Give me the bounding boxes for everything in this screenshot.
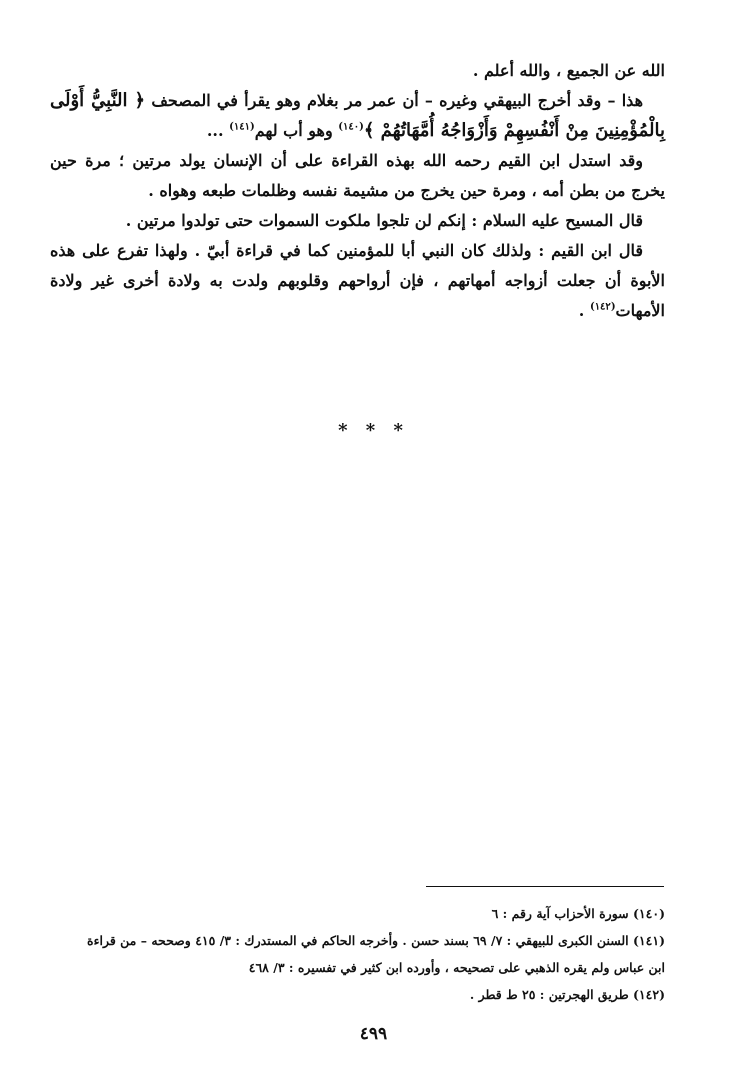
footnote-ref-142: (١٤٢) — [589, 301, 616, 313]
footnote-141-line-1: (١٤١) السنن الكبرى للبيهقي : ٧/ ٦٩ بسند حسن . وأخرجه الحاكم في المستدرك : ٣/ ٤١٥ وصححه – من قراءة — [87, 933, 665, 948]
quran-verse: ﴿ النَّبِيُّ أَوْلَى بِالْمُؤْمِنِينَ مِنْ أَنْفُسِهِمْ وَأَزْوَاجُهُ أُمَّهَاتُهُمْ ﴾ — [50, 90, 665, 141]
section-separator: * * * — [338, 420, 409, 441]
paragraph-4 — [50, 236, 665, 326]
footnote-rule — [426, 886, 664, 887]
paragraph-4-text: قال ابن القيم : ولذلك كان النبي أبا للمؤمنين كما في قراءة أبيّ . ولهذا تفرع على هذه الأبوة أن جعلت أزواجه أمهاتهم ، فإن أرواحهم وقلوبهم ولدت به ولادة أخرى غير ولادة الأمهات — [50, 241, 665, 320]
paragraph-1-continuation: وهو أب لهم — [254, 121, 333, 140]
paragraph-1-intro: هذا – وقد أخرج البيهقي وغيره – أن عمر مر بغلام وهو يقرأ في المصحف — [151, 91, 644, 110]
ellipsis: ... — [206, 121, 224, 140]
paragraph-1 — [50, 86, 665, 146]
page-number: ٤٩٩ — [359, 1024, 388, 1044]
footnote-140: (١٤٠) سورة الأحزاب آية رقم : ٦ — [491, 906, 665, 921]
paragraph-3: قال المسيح عليه السلام : إنكم لن تلجوا ملكوت السموات حتى تولدوا مرتين . — [125, 211, 643, 230]
text-line-1: الله عن الجميع ، والله أعلم . — [472, 61, 665, 80]
paragraph-4-end: . — [578, 301, 585, 320]
footnote-ref-141: (١٤١) — [229, 121, 255, 133]
footnote-142: (١٤٢) طريق الهجرتين : ٢٥ ط قطر . — [469, 987, 665, 1002]
footnote-141-line-2: ابن عباس ولم يقره الذهبي على تصحيحه ، وأورده ابن كثير في تفسيره : ٣/ ٤٦٨ — [248, 960, 665, 975]
main-text — [50, 56, 665, 326]
footnotes — [45, 900, 665, 1008]
paragraph-2: وقد استدل ابن القيم رحمه الله بهذه القراءة على أن الإنسان يولد مرتين ؛ مرة حين يخرج من بطن أمه ، ومرة حين يخرج من مشيمة نفسه وظلمات طبعه وهواه . — [50, 151, 665, 200]
footnote-ref-140: (١٤٠) — [338, 121, 364, 133]
